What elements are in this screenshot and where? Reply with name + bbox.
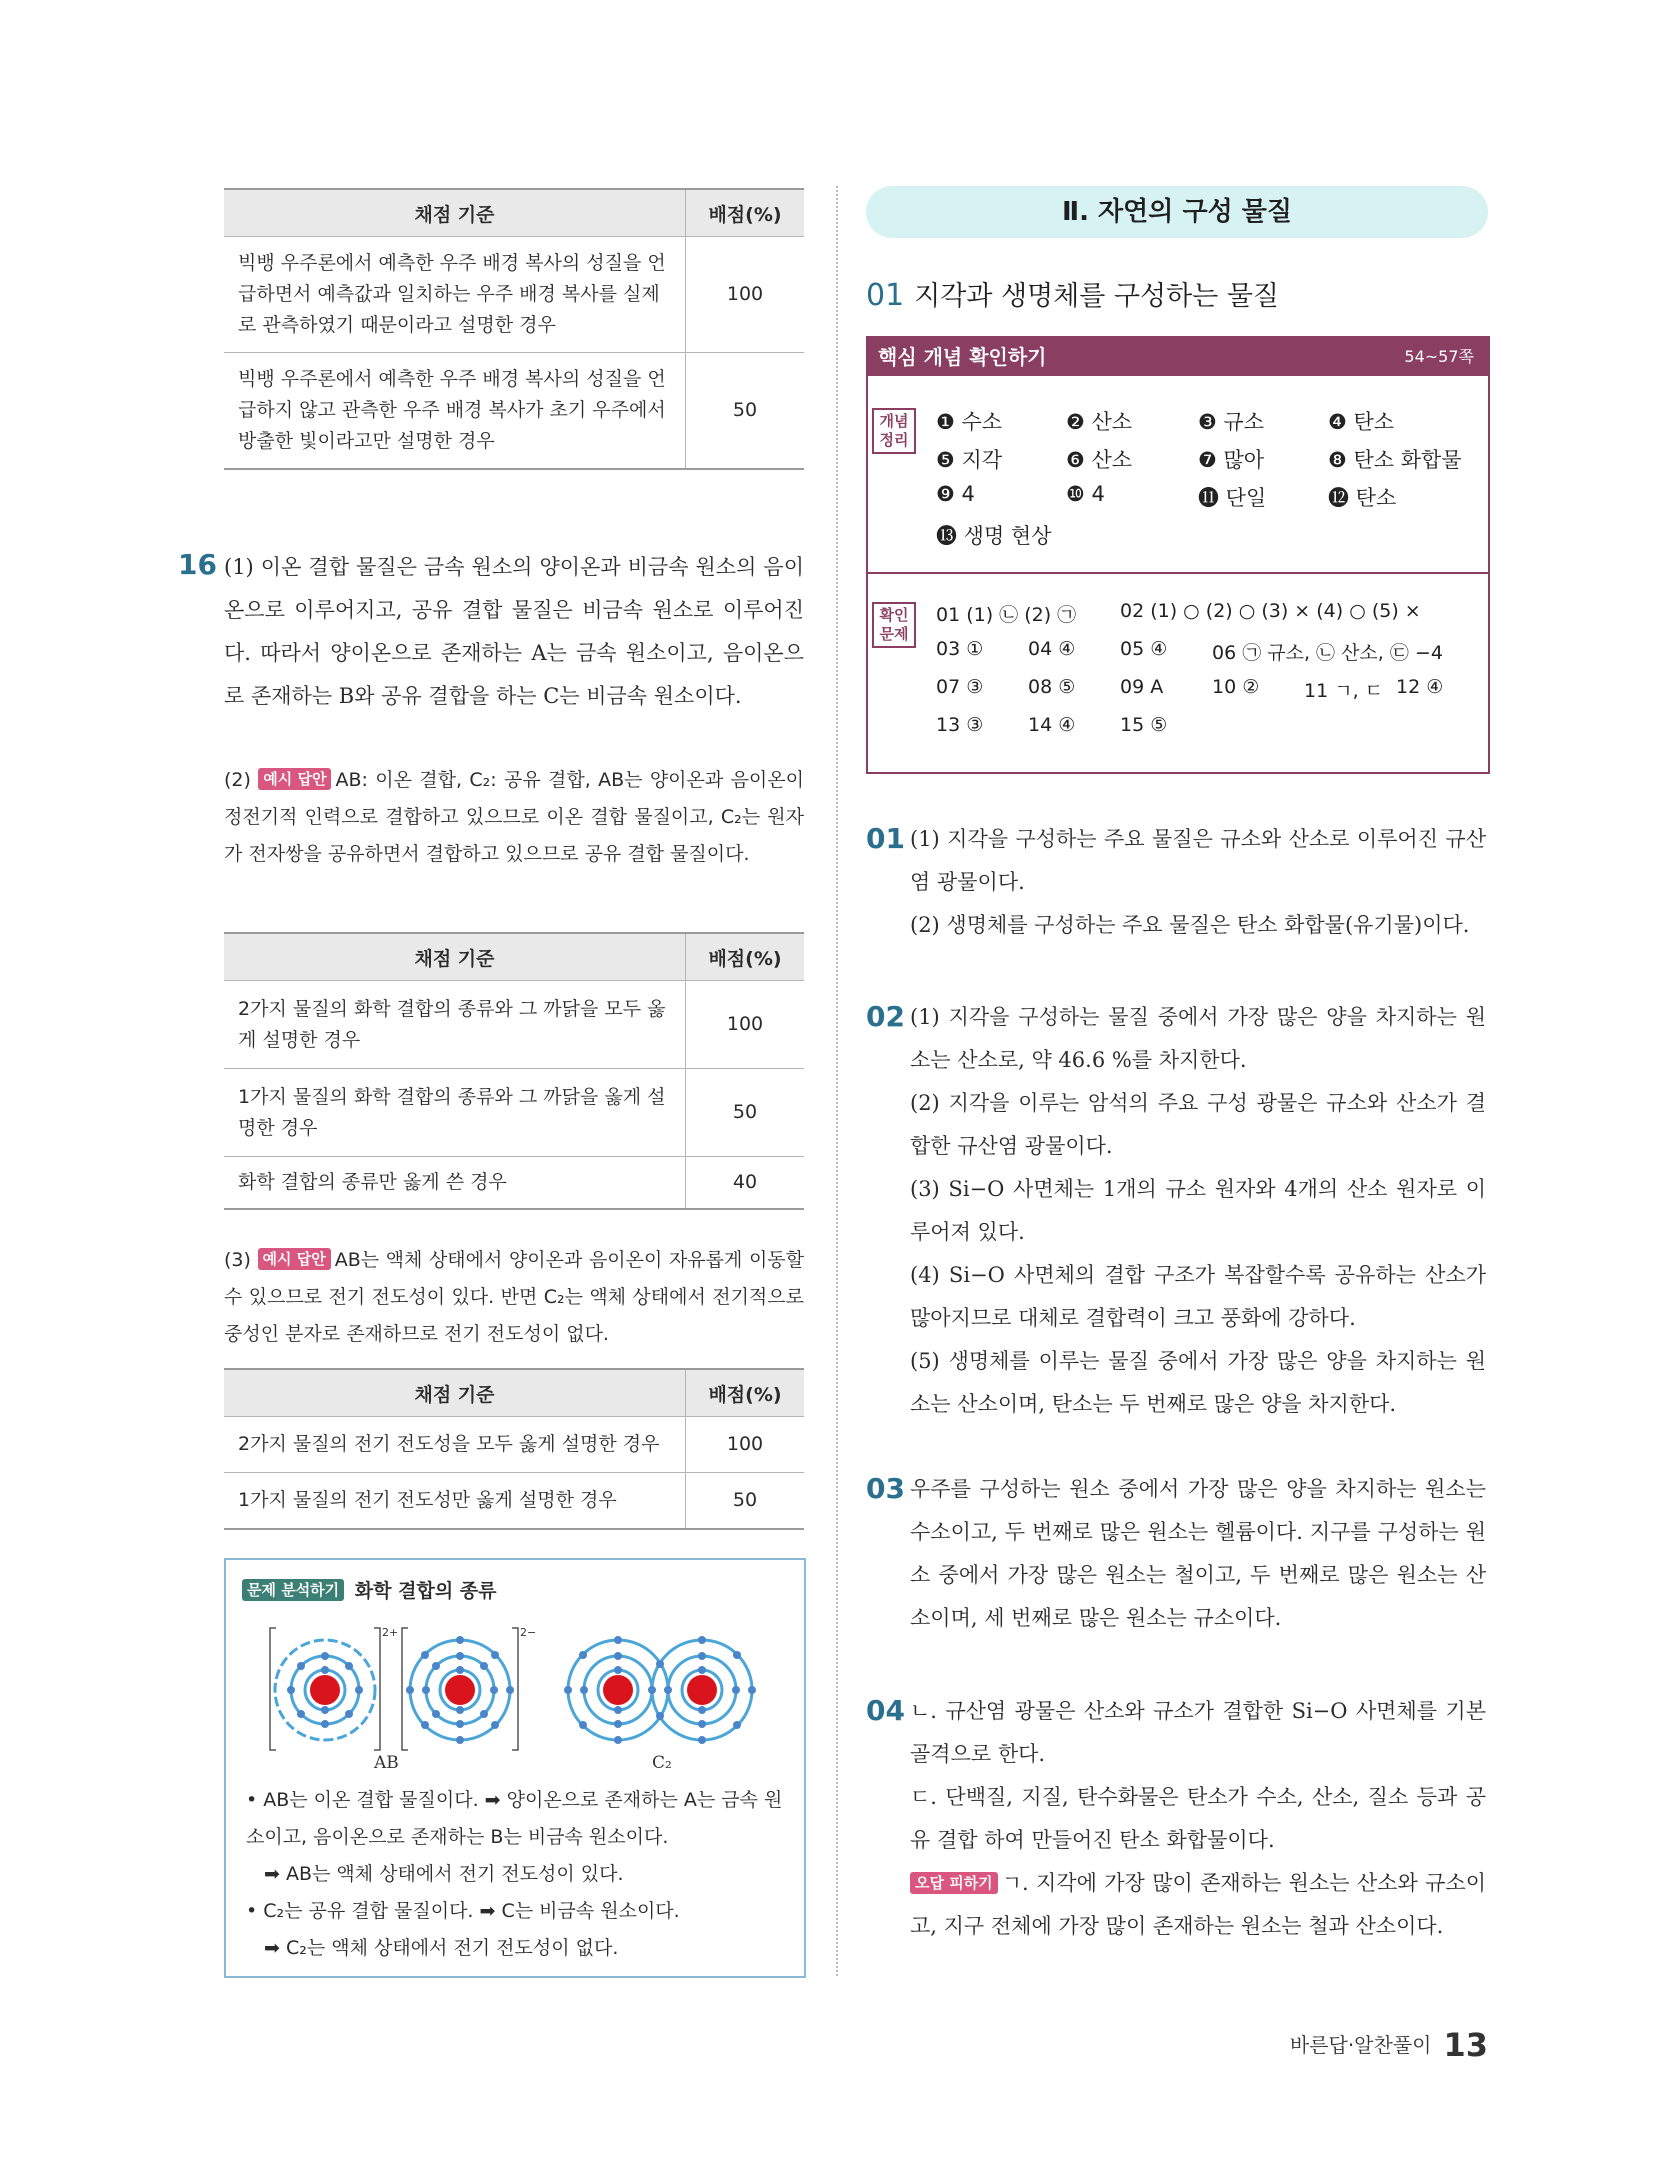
check-item: 03 ① <box>936 638 984 660</box>
concept-item: ❸ 규소 <box>1198 410 1265 434</box>
check-item: 09 A <box>1120 676 1164 698</box>
concept-item: ⓭ 생명 현상 <box>936 524 1052 548</box>
answer-paragraph <box>910 1690 1486 1948</box>
table-cell: 100 <box>686 1417 805 1473</box>
column-divider <box>836 186 838 1976</box>
analysis-heading <box>242 1576 497 1603</box>
check-item: 04 ④ <box>1028 638 1076 660</box>
check-tag: 확인 문제 <box>872 602 916 648</box>
answer-number: 02 <box>866 1000 905 1033</box>
box-page-range: 54~57쪽 <box>1404 347 1474 366</box>
table-cell: 2가지 물질의 화학 결합의 종류와 그 까닭을 모두 옳게 설명한 경우 <box>224 981 686 1069</box>
footer-text: 바른답·알찬풀이 <box>1289 2033 1432 2057</box>
concept-item: ❼ 많아 <box>1198 448 1265 472</box>
concept-item: ❹ 탄소 <box>1328 410 1395 434</box>
table-cell: 50 <box>686 1473 805 1529</box>
answer-paragraph <box>910 996 1486 1426</box>
concept-item: ⓬ 탄소 <box>1328 486 1397 510</box>
table-header: 배점(%) <box>686 1369 805 1417</box>
concept-item: ❶ 수소 <box>936 410 1003 434</box>
avoid-mistake-badge: 오답 피하기 <box>910 1872 998 1894</box>
table-header: 채점 기준 <box>224 933 686 981</box>
answer-paragraph: 우주를 구성하는 원소 중에서 가장 많은 양을 차지하는 원소는 수소이고, 두 번째로 많은 원소는 헬륨이다. 지구를 구성하는 원소 중에서 가장 많은 원소는 철이고, 두 번째로 많은 원소는 산소이며, 세 번째로 많은 원소는 규소이다. <box>910 1477 1486 1630</box>
check-item: 13 ③ <box>936 714 984 736</box>
answer-paragraph: (1) 이온 결합 물질은 금속 원소의 양이온과 비금속 원소의 음이온으로 이루어지고, 공유 결합 물질은 비금속 원소로 이루어진다. 따라서 양이온으로 존재하는 A는 금속 원소이고, 음이온으로 존재하는 B와 공유 결합을 하는 C는 비금속 원소이다. <box>224 555 804 708</box>
table-cell: 50 <box>686 1069 805 1157</box>
answer-line: (1) 지각을 구성하는 주요 물질은 규소와 산소로 이루어진 규산염 광물이다. <box>910 827 1486 894</box>
answer-paragraph <box>224 1242 804 1353</box>
cation-charge: 2+ <box>382 1626 399 1639</box>
page-number: 13 <box>1443 2026 1488 2064</box>
table-cell: 1가지 물질의 전기 전도성만 옳게 설명한 경우 <box>224 1473 686 1529</box>
box-title: 핵심 개념 확인하기 <box>878 345 1047 369</box>
concept-item: ❿ 4 <box>1066 482 1105 506</box>
label-c2: C₂ <box>652 1753 672 1770</box>
table-cell: 100 <box>686 981 805 1069</box>
concept-item: ❷ 산소 <box>1066 410 1133 434</box>
check-item: 05 ④ <box>1120 638 1168 660</box>
analysis-badge: 문제 분석하기 <box>242 1579 344 1601</box>
analysis-title: 화학 결합의 종류 <box>354 1580 497 1602</box>
bullet-item: • C₂는 공유 결합 물질이다. ➡ C는 비금속 원소이다. <box>246 1900 680 1922</box>
answer-line: (1) 지각을 구성하는 물질 중에서 가장 많은 양을 차지하는 원소는 산소로, 약 46.6 %를 차지한다. <box>910 1005 1486 1072</box>
page-footer <box>1290 2026 1488 2064</box>
check-item: 15 ⑤ <box>1120 714 1168 736</box>
bullet-item: ➡ C₂는 액체 상태에서 전기 전도성이 없다. <box>264 1937 619 1959</box>
section-title: Ⅱ. 자연의 구성 물질 <box>866 186 1488 238</box>
example-answer-badge: 예시 답안 <box>258 768 331 790</box>
bullet-item: ➡ AB는 액체 상태에서 전기 전도성이 있다. <box>264 1863 624 1885</box>
concept-item: ⓫ 단일 <box>1198 486 1267 510</box>
table-cell: 화학 결합의 종류만 옳게 쓴 경우 <box>224 1157 686 1209</box>
table-header: 채점 기준 <box>224 189 686 237</box>
analysis-bullets <box>246 1782 788 1967</box>
check-item: 08 ⑤ <box>1028 676 1076 698</box>
check-item: 06 ㉠ 규소, ㉡ 산소, ㉢ −4 <box>1212 642 1443 664</box>
table-header: 배점(%) <box>686 189 805 237</box>
table-header: 배점(%) <box>686 933 805 981</box>
answer-number: 03 <box>866 1472 905 1505</box>
example-answer-badge: 예시 답안 <box>258 1248 331 1270</box>
answer-line: (4) Si−O 사면체의 결합 구조가 복잡할수록 공유하는 산소가 많아지므로 대체로 결합력이 크고 풍화에 강하다. <box>910 1263 1486 1330</box>
scoring-table-2 <box>224 932 804 1210</box>
c2-molecule <box>564 1636 756 1744</box>
box-header <box>868 338 1488 376</box>
concept-item: ❽ 탄소 화합물 <box>1328 448 1462 472</box>
concept-item: ❺ 지각 <box>936 448 1003 472</box>
answer-line: (2) 생명체를 구성하는 주요 물질은 탄소 화합물(유기물)이다. <box>910 913 1470 937</box>
table-cell: 1가지 물질의 화학 결합의 종류와 그 까닭을 옳게 설명한 경우 <box>224 1069 686 1157</box>
anion-b <box>402 1628 518 1750</box>
item-label: (2) <box>224 769 251 791</box>
problem-analysis-box <box>224 1558 806 1978</box>
answer-line: ㄷ. 단백질, 지질, 탄수화물은 탄소가 수소, 산소, 질소 등과 공유 결합 하여 만들어진 탄소 화합물이다. <box>910 1785 1486 1852</box>
answer-line: (3) Si−O 사면체는 1개의 규소 원자와 4개의 산소 원자로 이루어져 있다. <box>910 1177 1486 1244</box>
table-cell: 100 <box>686 237 805 353</box>
check-item: 12 ④ <box>1396 676 1444 698</box>
check-item: 01 (1) ㉡ (2) ㉠ <box>936 604 1077 626</box>
subsection-title <box>866 274 1279 313</box>
check-item: 10 ② <box>1212 676 1260 698</box>
answer-text: AB: 이온 결합, C₂: 공유 결합, AB는 양이온과 음이온이 정전기적 인력으로 결합하고 있으므로 이온 결합 물질이고, C₂는 원자가 전자쌍을 공유하면서 결합하고 있으므로 공유 결합 물질이다. <box>224 769 804 865</box>
anion-charge: 2− <box>520 1626 537 1639</box>
answer-number: 01 <box>866 822 905 855</box>
answer-line <box>910 1862 1486 1948</box>
concept-item: ❻ 산소 <box>1066 448 1133 472</box>
answer-text: ㄱ. 지각에 가장 많이 존재하는 원소는 산소와 규소이고, 지구 전체에 가장 많이 존재하는 원소는 철과 산소이다. <box>910 1871 1486 1938</box>
table-cell: 40 <box>686 1157 805 1209</box>
answer-line: (2) 지각을 이루는 암석의 주요 구성 광물은 규소와 산소가 결합한 규산염 광물이다. <box>910 1091 1486 1158</box>
answer-number: 04 <box>866 1694 905 1727</box>
table-cell: 빅뱅 우주론에서 예측한 우주 배경 복사의 성질을 언급하지 않고 관측한 우주 배경 복사가 초기 우주에서 방출한 빛이라고만 설명한 경우 <box>224 353 686 469</box>
cation-a <box>270 1628 380 1750</box>
table-cell: 50 <box>686 353 805 469</box>
answer-paragraph <box>224 762 804 873</box>
check-item: 14 ④ <box>1028 714 1076 736</box>
label-ab: AB <box>374 1753 399 1770</box>
scoring-table-1 <box>224 188 804 470</box>
check-item: 07 ③ <box>936 676 984 698</box>
answer-line: (5) 생명체를 이루는 물질 중에서 가장 많은 양을 차지하는 원소는 산소이며, 탄소는 두 번째로 많은 양을 차지한다. <box>910 1349 1486 1416</box>
bullet-item: • AB는 이온 결합 물질이다. ➡ 양이온으로 존재하는 A는 금속 원소이고, 음이온으로 존재하는 B는 비금속 원소이다. <box>246 1789 783 1848</box>
subsection-text: 지각과 생명체를 구성하는 물질 <box>914 281 1280 312</box>
answer-line: ㄴ. 규산염 광물은 산소와 규소가 결합한 Si−O 사면체를 기본 골격으로 한다. <box>910 1699 1486 1766</box>
answer-paragraph <box>910 818 1486 947</box>
bond-diagram <box>268 1620 768 1770</box>
item-label: (3) <box>224 1249 251 1271</box>
question-number: 16 <box>178 548 217 581</box>
check-item: 02 (1) ○ (2) ○ (3) × (4) ○ (5) × <box>1120 600 1421 622</box>
check-item: 11 ㄱ, ㄷ <box>1304 680 1384 702</box>
concept-item: ❾ 4 <box>936 482 975 506</box>
scoring-table-3 <box>224 1368 804 1530</box>
key-concept-box <box>866 336 1490 774</box>
table-cell: 빅뱅 우주론에서 예측한 우주 배경 복사의 성질을 언급하면서 예측값과 일치하는 우주 배경 복사를 실제로 관측하였기 때문이라고 설명한 경우 <box>224 237 686 353</box>
box-divider <box>868 572 1488 574</box>
table-cell: 2가지 물질의 전기 전도성을 모두 옳게 설명한 경우 <box>224 1417 686 1473</box>
table-header: 채점 기준 <box>224 1369 686 1417</box>
concept-tag: 개념 정리 <box>872 408 916 454</box>
subsection-number: 01 <box>866 278 905 313</box>
answer-text: AB는 액체 상태에서 양이온과 음이온이 자유롭게 이동할 수 있으므로 전기 전도성이 있다. 반면 C₂는 액체 상태에서 전기적으로 중성인 분자로 존재하므로 전기 전도성이 없다. <box>224 1249 805 1345</box>
